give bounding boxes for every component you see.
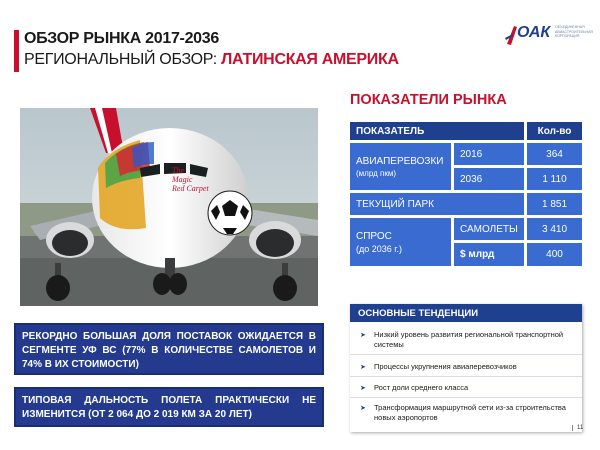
arrow-right-icon: ➤: [360, 385, 366, 392]
arrow-right-icon: ➤: [360, 364, 366, 371]
year-2036-cell: 2036: [454, 168, 524, 190]
trend-text: Рост доли среднего класса: [374, 383, 469, 392]
traffic-unit: (млрд пкм): [356, 168, 396, 178]
demand-label: СПРОС: [356, 230, 392, 242]
year-2016-cell: 2016: [454, 143, 524, 165]
col-header-qty: Кол-во: [527, 122, 582, 140]
subtitle-prefix: РЕГИОНАЛЬНЫЙ ОБЗОР:: [24, 51, 217, 68]
aircraft-label-cell: САМОЛЕТЫ: [454, 218, 524, 240]
delivery-share-note: РЕКОРДНО БОЛЬШАЯ ДОЛЯ ПОСТАВОК ОЖИДАЕТСЯ В СЕГМЕНТЕ УФ ВС (77% В КОЛИЧЕСТВЕ САМОЛЕТОВ И 74% В ИХ СТОИМОСТИ): [14, 323, 324, 375]
trend-text: Процессы укрупнения авиаперевозчиков: [374, 362, 517, 371]
money-label-cell: $ млрд: [454, 243, 524, 266]
logo-subtitle: ОБЪЕДИНЕННАЯ АВИАСТРОИТЕЛЬНАЯ КОРПОРАЦИЯ: [555, 25, 593, 38]
aircraft-photo: [20, 108, 318, 306]
livery-line-3: Red Carpet: [172, 184, 209, 193]
fleet-label-cell: ТЕКУЩИЙ ПАРК: [350, 193, 524, 215]
traffic-label-cell: [350, 143, 451, 190]
aircraft-value: 3 410: [527, 218, 582, 240]
trend-divider: [350, 376, 582, 377]
trend-text: Низкий уровень развития региональной транспортной системы: [374, 330, 564, 349]
money-value: 400: [527, 243, 582, 266]
logo-text: ОАК: [517, 24, 551, 41]
livery-text: [172, 166, 209, 193]
trends-title: ОСНОВНЫЕ ТЕНДЕНЦИИ: [350, 304, 582, 322]
trends-panel: [350, 304, 582, 432]
traffic-2016-value: 364: [527, 143, 582, 165]
market-indicators-title: ПОКАЗАТЕЛИ РЫНКА: [350, 92, 507, 108]
page-subtitle: [24, 51, 399, 69]
arrow-right-icon: ➤: [360, 405, 366, 412]
traffic-2036-value: 1 110: [527, 168, 582, 190]
trend-divider: [350, 354, 582, 355]
page-number: 11: [572, 425, 583, 431]
subtitle-region: ЛАТИНСКАЯ АМЕРИКА: [221, 51, 399, 68]
trend-item: [350, 362, 582, 372]
demand-sub: (до 2036 г.): [356, 243, 402, 254]
page-title: ОБЗОР РЫНКА 2017-2036: [24, 30, 219, 47]
fleet-value: 1 851: [527, 193, 582, 215]
arrow-right-icon: ➤: [360, 332, 366, 339]
trend-item: [350, 330, 582, 350]
trend-item: [350, 383, 582, 393]
livery-line-2: Magic: [172, 175, 193, 184]
company-logo: [505, 20, 593, 50]
trend-item: [350, 403, 582, 423]
trend-divider: [350, 397, 582, 398]
aircraft-illustration: [20, 108, 318, 306]
col-header-indicator: ПОКАЗАТЕЛЬ: [350, 122, 524, 140]
title-accent-bar: [14, 30, 19, 72]
demand-label-cell: [350, 218, 451, 266]
traffic-label: АВИАПЕРЕВОЗКИ: [356, 155, 444, 167]
livery-line-1: The: [172, 166, 184, 175]
flight-range-note: ТИПОВАЯ ДАЛЬНОСТЬ ПОЛЕТА ПРАКТИЧЕСКИ НЕ ИЗМЕНИТСЯ (ОТ 2 064 ДО 2 019 КМ ЗА 20 ЛЕТ): [14, 387, 324, 427]
trend-text: Трансформация маршрутной сети из-за строительства новых аэропортов: [374, 403, 566, 422]
